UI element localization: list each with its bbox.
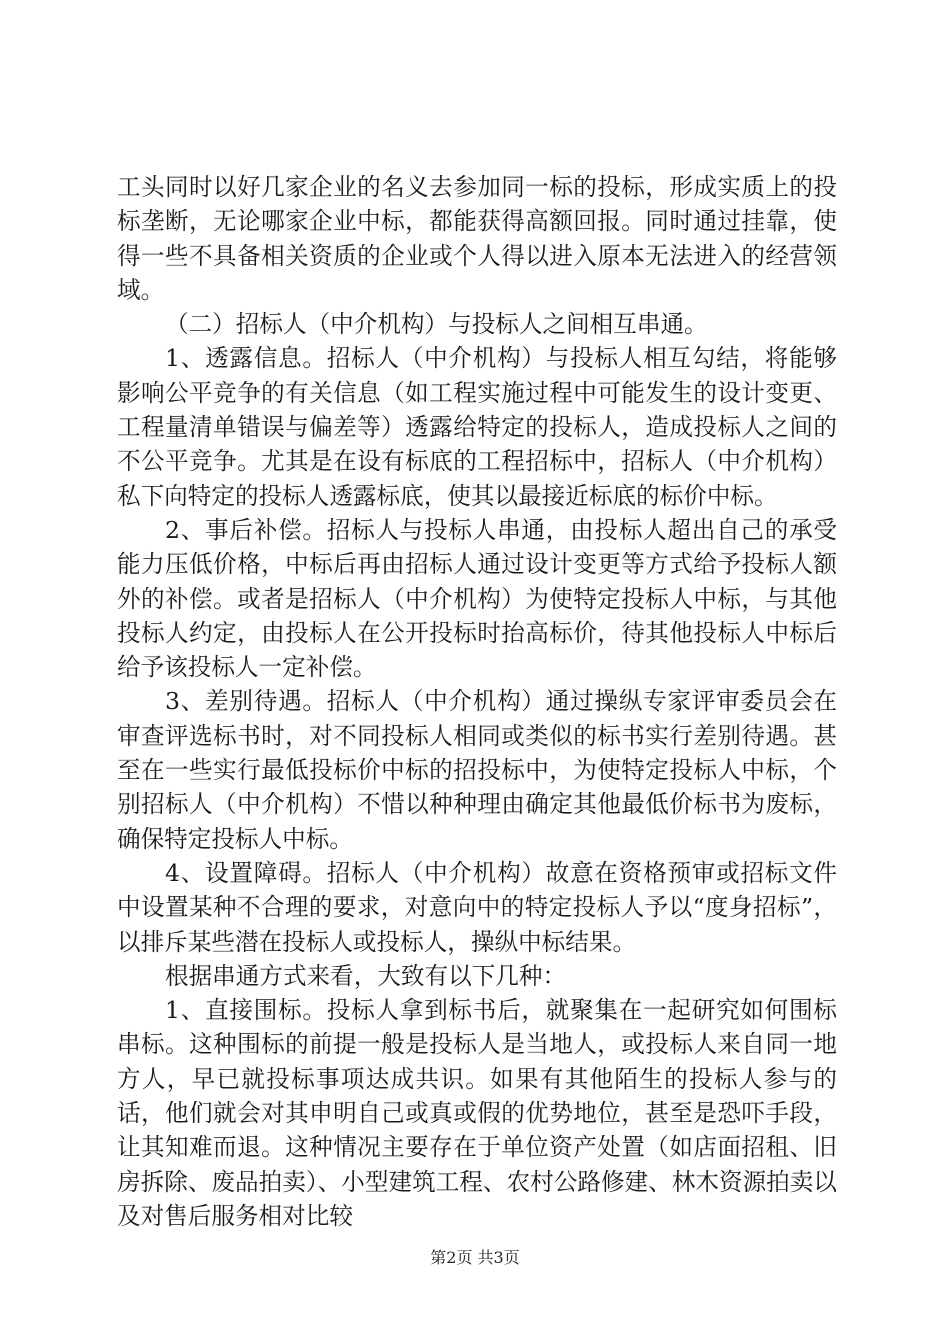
paragraph-continuation: 工头同时以好几家企业的名义去参加同一标的投标，形成实质上的投标垄断，无论哪家企业中标，都能获得高额回报。同时通过挂靠，使得一些不具备相关资质的企业或个人得以进入原本无法进入的经营领域。 [117,173,837,304]
paragraph-obstacles: 4、设置障碍。招标人（中介机构）故意在资格预审或招标文件中设置某种不合理的要求，对意向中的特定投标人予以“度身招标”，以排斥某些潜在投标人或投标人，操纵中标结果。 [117,858,837,956]
paragraph-direct-bid-rigging: 1、直接围标。投标人拿到标书后，就聚集在一起研究如何围标串标。这种围标的前提一般是投标人是当地人，或投标人来自同一地方人，早已就投标事项达成共识。如果有其他陌生的投标人参与的话，他们就会对其申明自己或真或假的优势地位，甚至是恐吓手段，让其知难而退。这种情况主要存在于单位资产处置（如店面招租、旧房拆除、废品拍卖）、小型建筑工程、农村公路修建、林木资源拍卖以及对售后服务相对比较 [117,996,837,1230]
paragraph-differential-treatment: 3、差别待遇。招标人（中介机构）通过操纵专家评审委员会在审查评选标书时，对不同投标人相同或类似的标书实行差别待遇。甚至在一些实行最低投标价中标的招投标中，为使特定投标人中标，个别招标人（中介机构）不惜以种种理由确定其他最低价标书为废标，确保特定投标人中标。 [117,687,837,853]
page-number-footer: 第2页 共3页 [430,1248,520,1267]
paragraph-collusion-methods: 根据串通方式来看，大致有以下几种： [165,961,567,990]
document-body [117,170,837,1233]
section-heading-collusion: （二）招标人（中介机构）与投标人之间相互串通。 [165,310,708,339]
paragraph-leak-info: 1、透露信息。招标人（中介机构）与投标人相互勾结，将能够影响公平竞争的有关信息（如工程实施过程中可能发生的设计变更、工程量清单错误与偏差等）透露给特定的投标人，造成投标人之间的不公平竞争。尤其是在设有标底的工程招标中，招标人（中介机构）私下向特定的投标人透露标底，使其以最接近标底的标价中标。 [117,344,837,510]
paragraph-compensation: 2、事后补偿。招标人与投标人串通，由投标人超出自己的承受能力压低价格，中标后再由招标人通过设计变更等方式给予投标人额外的补偿。或者是招标人（中介机构）为使特定投标人中标，与其他投标人约定，由投标人在公开投标时抬高标价，待其他投标人中标后给予该投标人一定补偿。 [117,515,837,682]
